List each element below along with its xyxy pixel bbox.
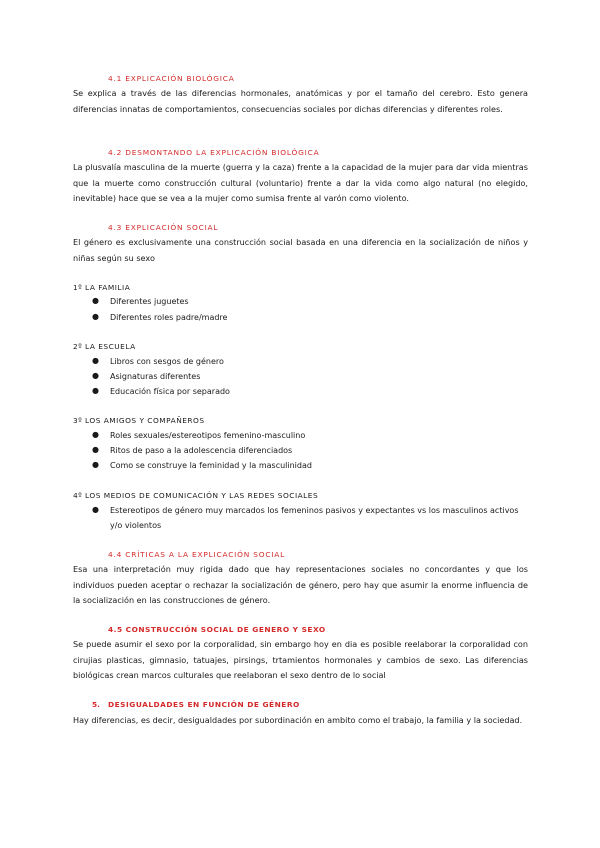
bullet-icon: ● <box>92 371 99 380</box>
subheading-amigos: 3º LOS AMIGOS Y COMPAÑEROS <box>73 416 205 425</box>
bullet-icon: ● <box>92 430 99 439</box>
paragraph-desigualdades: Hay diferencias, es decir, desigualdades por subordinación en ambito como el trabajo, la familia y la sociedad. <box>73 715 523 725</box>
paragraph-explicacion-social: El género es exclusivamente una construcción social basada en una diferencia en la socialización de niños y niñas según su sexo <box>73 237 528 263</box>
heading-criticas: 4.4 CRÍTICAS A LA EXPLICACIÓN SOCIAL <box>108 550 286 559</box>
heading-desigualdades: DESIGUALDADES EN FUNCIÓN DE GÉNERO <box>108 700 300 709</box>
bullet-icon: ● <box>92 296 99 305</box>
list-item: Roles sexuales/estereotipos femenino-masculino <box>110 431 306 440</box>
list-item: Diferentes roles padre/madre <box>110 313 228 322</box>
list-item: Asignaturas diferentes <box>110 372 201 381</box>
bullet-icon: ● <box>92 386 99 395</box>
paragraph-criticas: Esa una interpretación muy rigida dado que hay representaciones sociales no concordantes y que los individuos pueden aceptar o rechazar la socialización de género, pero hay que asumir la enorme influencia de la socialización en las construcciones de género. <box>73 564 528 605</box>
list-item: Ritos de paso a la adolescencia diferenciados <box>110 446 293 455</box>
bullet-icon: ● <box>92 460 99 469</box>
subheading-medios: 4º LOS MEDIOS DE COMUNICACIÓN Y LAS REDES SOCIALES <box>73 491 319 500</box>
list-item: Libros con sesgos de género <box>110 357 224 366</box>
list-item: Diferentes juguetes <box>110 297 189 306</box>
subheading-familia: 1º LA FAMILIA <box>73 283 131 292</box>
subheading-escuela: 2º LA ESCUELA <box>73 342 136 351</box>
list-item: Estereotipos de género muy marcados los femeninos pasivos y expectantes vs los masculinos activos y/o violentos <box>110 506 519 530</box>
paragraph-explicacion-biologica: Se explica a través de las diferencias hormonales, anatómicas y por el tamaño del cerebro. Esto genera diferencias innatas de comportamientos, consecuencias sociales por dichas diferencias y diferentes roles. <box>73 88 528 114</box>
bullet-icon: ● <box>92 505 99 514</box>
section-number: 5. <box>92 700 100 709</box>
heading-construccion-social: 4.5 CONSTRUCCIÓN SOCIAL DE GENERO Y SEXO <box>108 625 326 634</box>
heading-explicacion-social: 4.3 EXPLICACIÓN SOCIAL <box>108 223 219 232</box>
bullet-icon: ● <box>92 445 99 454</box>
heading-desmontando: 4.2 DESMONTANDO LA EXPLICACIÓN BIOLÓGICA <box>108 148 320 157</box>
heading-explicacion-biologica: 4.1 EXPLICACIÓN BIOLÓGICA <box>108 74 235 83</box>
list-item: Educación física por separado <box>110 387 230 396</box>
list-item: Como se construye la feminidad y la masculinidad <box>110 461 312 470</box>
paragraph-desmontando: La plusvalía masculina de la muerte (guerra y la caza) frente a la capacidad de la mujer para dar vida mientras que la muerte como construcción cultural (voluntario) frente a dar la vida como algo natural (no elegido, inevitable) hace que se vea a la mujer como sumisa frente al varón como violento. <box>73 162 528 203</box>
bullet-icon: ● <box>92 356 99 365</box>
paragraph-construccion-social: Se puede asumir el sexo por la corporalidad, sin embargo hoy en dia es posible reelaborar la corporalidad con cirujias plasticas, gimnasio, tatuajes, pirsings, trtamientos hormonales y cambios de sexo. Las diferencias biológicas crean marcos culturales que reelaboran el sexo dentro de lo social <box>73 639 528 680</box>
bullet-icon: ● <box>92 312 99 321</box>
